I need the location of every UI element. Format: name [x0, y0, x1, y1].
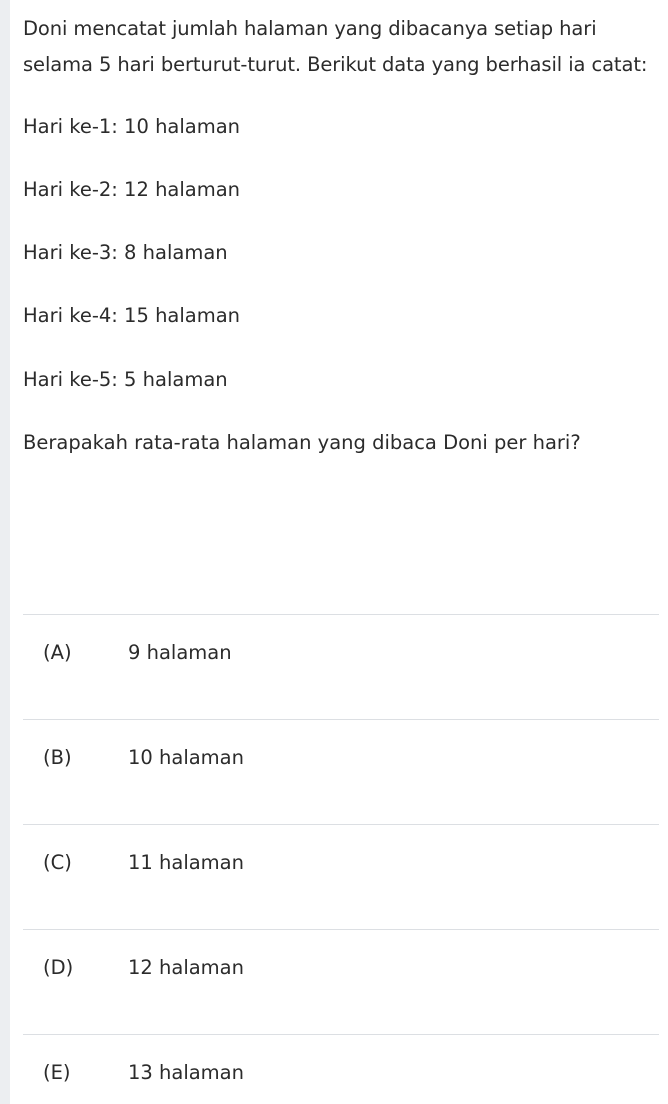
option-text: 9 halaman	[128, 641, 232, 664]
option-letter: (B)	[43, 746, 72, 769]
data-line-day-4: Hari ke-4: 15 halaman	[23, 304, 241, 327]
option-text: 12 halaman	[128, 956, 244, 979]
option-letter: (C)	[43, 851, 72, 874]
option-letter: (D)	[43, 956, 74, 979]
answer-option-c[interactable]	[23, 824, 659, 929]
data-line-day-1: Hari ke-1: 10 halaman	[23, 115, 241, 138]
answer-option-e[interactable]	[23, 1034, 659, 1104]
answer-option-b[interactable]	[23, 719, 659, 824]
option-text: 13 halaman	[128, 1061, 244, 1084]
question-intro	[23, 0, 659, 83]
left-side-bar	[0, 0, 10, 1104]
question-prompt: Berapakah rata-rata halaman yang dibaca Doni per hari?	[23, 431, 581, 454]
data-line-day-5: Hari ke-5: 5 halaman	[23, 368, 228, 391]
answer-options	[23, 614, 659, 1104]
question-intro-line-2: selama 5 hari berturut-turut. Berikut data yang berhasil ia catat:	[23, 53, 648, 76]
question-intro-line-1: Doni mencatat jumlah halaman yang dibacanya setiap hari	[23, 17, 597, 40]
option-letter: (A)	[43, 641, 72, 664]
data-line-day-2: Hari ke-2: 12 halaman	[23, 178, 241, 201]
question-card	[23, 0, 659, 1084]
option-text: 10 halaman	[128, 746, 244, 769]
answer-option-d[interactable]	[23, 929, 659, 1034]
option-letter: (E)	[43, 1061, 71, 1084]
data-line-day-3: Hari ke-3: 8 halaman	[23, 241, 228, 264]
option-text: 11 halaman	[128, 851, 244, 874]
answer-option-a[interactable]	[23, 614, 659, 719]
